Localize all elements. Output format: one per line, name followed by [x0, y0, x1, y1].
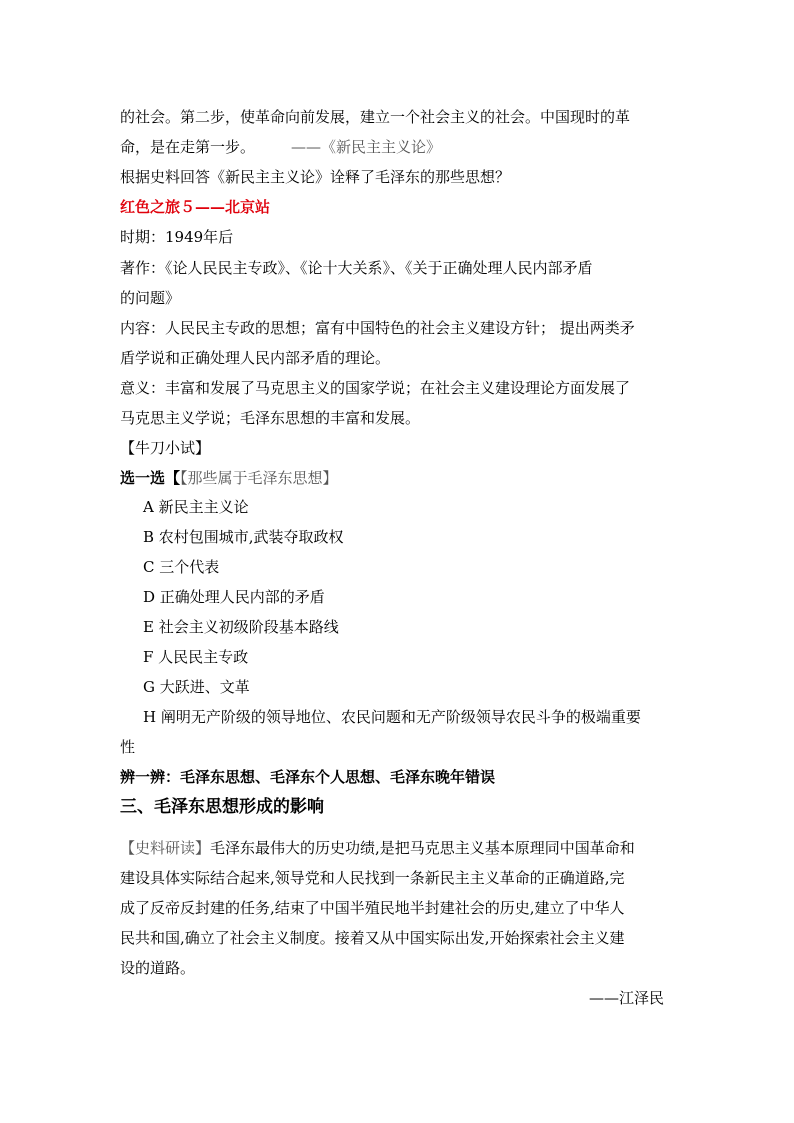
option-b: B 农村包围城市,武装夺取政权	[143, 528, 344, 546]
study-label: 【史料研读】	[120, 839, 211, 857]
option-h-continued: 性	[120, 738, 136, 756]
period-text: 时期：1949年后	[120, 228, 234, 246]
works-line-2: 的问题》	[120, 289, 181, 307]
quote-line-2-text: 命，是在走第一步。	[120, 138, 256, 156]
option-h: H 阐明无产阶级的领导地位、农民问题和无产阶级领导农民斗争的极端重要	[143, 708, 641, 726]
content-line-1: 内容：人民民主专政的思想；富有中国特色的社会主义建设方针； 提出两类矛	[120, 319, 635, 337]
section-title: 红色之旅５——北京站	[120, 198, 271, 216]
choose-bracket-text: 【那些属于毛泽东思想】	[180, 469, 338, 487]
choose-line	[120, 468, 338, 488]
option-d: D 正确处理人民内部的矛盾	[143, 588, 325, 606]
study-line-4: 民共和国,确立了社会主义制度。接着又从中国实际出发,开始探索社会主义建	[120, 929, 625, 947]
content-line-2: 盾学说和正确处理人民内部矛盾的理论。	[120, 349, 391, 367]
distinguish-line: 辨一辨：毛泽东思想、毛泽东个人思想、毛泽东晚年错误	[120, 768, 496, 786]
quote-line-2	[120, 137, 441, 157]
option-g: G 大跃进、文革	[143, 678, 250, 696]
choose-bracket-open: 【	[165, 469, 181, 487]
significance-line-2: 马克思主义学说；毛泽东思想的丰富和发展。	[120, 409, 421, 427]
significance-line-1: 意义：丰富和发展了马克思主义的国家学说；在社会主义建设理论方面发展了	[120, 379, 631, 397]
quote-source: ——《新民主主义论》	[291, 138, 442, 156]
study-line-5: 设的道路。	[120, 959, 196, 977]
choose-label: 选一选	[120, 469, 166, 487]
option-c: C 三个代表	[143, 558, 220, 576]
question-text: 根据史料回答《新民主主义论》诠释了毛泽东的那些思想？	[120, 168, 511, 186]
works-line-1: 著作：《论人民民主专政》、《论十大关系》、《关于正确处理人民内部矛盾	[120, 259, 593, 277]
section-heading-3: 三、毛泽东思想形成的影响	[120, 797, 324, 817]
study-source: ——江泽民	[588, 989, 664, 1007]
option-e: E 社会主义初级阶段基本路线	[143, 618, 339, 636]
quote-line-1: 的社会。第二步，使革命向前发展，建立一个社会主义的社会。中国现时的革	[120, 108, 631, 126]
option-a: A 新民主主义论	[143, 498, 249, 516]
study-line-1	[120, 838, 635, 858]
study-line-3: 成了反帝反封建的任务,结束了中国半殖民地半封建社会的历史,建立了中华人	[120, 899, 625, 917]
study-line-1-text: 毛泽东最伟大的历史功绩,是把马克思主义基本原理同中国革命和	[210, 839, 635, 857]
study-line-2: 建设具体实际结合起来,领导党和人民找到一条新民主主义革命的正确道路,完	[120, 869, 625, 887]
practice-label: 【牛刀小试】	[120, 439, 211, 457]
option-f: F 人民民主专政	[143, 648, 249, 666]
